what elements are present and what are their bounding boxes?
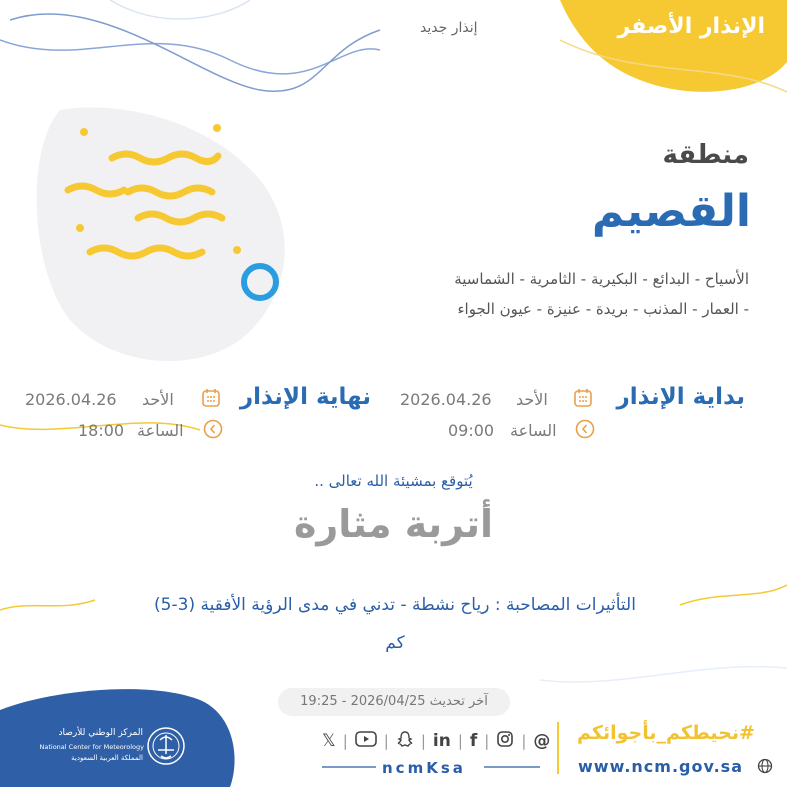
facebook-icon[interactable]: f xyxy=(469,731,478,751)
separator: | xyxy=(342,732,348,750)
handle-line-left xyxy=(322,764,376,770)
handle-line-right xyxy=(484,764,540,770)
clock-icon xyxy=(203,419,223,439)
end-hour: 18:00 xyxy=(78,421,125,440)
start-hour-label: الساعة xyxy=(510,421,557,440)
start-hour: 09:00 xyxy=(448,421,495,440)
hazard-name: أتربة مثارة xyxy=(293,502,494,546)
start-day: الأحد xyxy=(516,390,548,409)
globe-icon xyxy=(757,758,773,774)
dust-wind-icon xyxy=(60,120,290,310)
org-name-en: National Center for Meteorology xyxy=(39,743,144,751)
social-handle[interactable]: ncmKsa xyxy=(382,759,466,777)
calendar-icon xyxy=(201,388,221,408)
org-name-ar: المركز الوطني للأرصاد xyxy=(58,728,143,738)
x-icon[interactable]: 𝕏 xyxy=(322,731,336,751)
end-day: الأحد xyxy=(142,390,174,409)
org-country: المملكة العربية السعودية xyxy=(71,754,143,762)
affected-cities xyxy=(349,264,749,324)
separator: | xyxy=(420,732,426,750)
region-label: منطقة xyxy=(662,140,749,170)
end-date: 2026.04.26 xyxy=(25,390,117,409)
ncm-logo xyxy=(146,726,186,770)
hashtag[interactable]: #نحيطكم_بأجوائكم xyxy=(577,722,755,744)
start-date: 2026.04.26 xyxy=(400,390,492,409)
end-hour-label: الساعة xyxy=(137,421,184,440)
end-title: نهاية الإنذار xyxy=(239,384,371,410)
separator: | xyxy=(457,732,463,750)
threads-icon[interactable]: @ xyxy=(533,731,551,751)
expectation-text: يُتوقع بمشيئة الله تعالى .. xyxy=(314,472,473,490)
snapchat-icon[interactable] xyxy=(396,730,414,753)
effects-line-2: كم xyxy=(385,633,405,653)
hazard-effects xyxy=(90,586,700,662)
youtube-icon[interactable] xyxy=(355,731,377,752)
separator: | xyxy=(484,732,490,750)
last-update: آخر تحديث 2026/04/25 - 19:25 xyxy=(278,688,510,716)
warning-level-title: الإنذار الأصفر xyxy=(617,14,765,39)
cities-line-2: - العمار - المذنب - بريدة - عنيزة - عيون الجواء xyxy=(457,300,749,318)
start-title: بداية الإنذار xyxy=(616,384,745,410)
linkedin-icon[interactable]: in xyxy=(432,731,451,751)
social-links xyxy=(322,730,550,752)
website-link[interactable]: www.ncm.gov.sa xyxy=(578,757,743,776)
new-warning-label: إنذار جديد xyxy=(420,20,478,36)
region-name: القصيم xyxy=(591,186,751,237)
effects-line-1: التأثيرات المصاحبة : رياح نشطة - تدني في مدى الرؤية الأفقية (3-5) xyxy=(154,595,636,615)
cities-line-1: الأسياح - البدائع - البكيرية - الثامرية - الشماسية xyxy=(454,270,749,288)
separator: | xyxy=(521,732,527,750)
footer-divider xyxy=(557,722,559,774)
separator: | xyxy=(383,732,389,750)
clock-icon xyxy=(575,419,595,439)
instagram-icon[interactable] xyxy=(496,730,514,753)
calendar-icon xyxy=(573,388,593,408)
